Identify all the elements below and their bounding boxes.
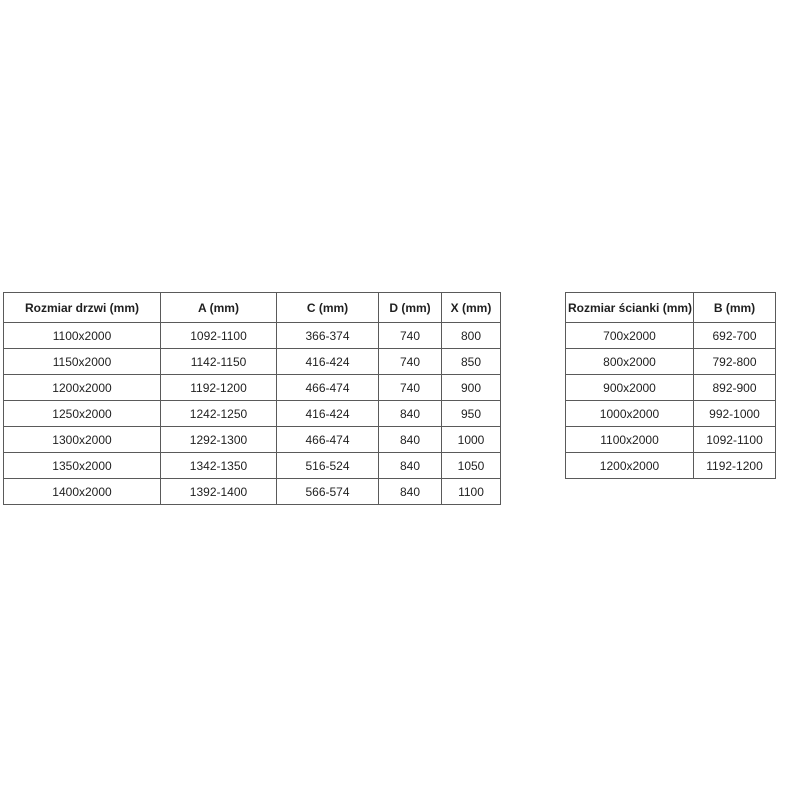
table-row — [566, 323, 776, 349]
table-cell: 800 — [442, 323, 501, 349]
table-cell: 740 — [379, 349, 442, 375]
table-row — [566, 453, 776, 479]
table-cell: 1300x2000 — [4, 427, 161, 453]
table-cell: 1200x2000 — [4, 375, 161, 401]
column-header: Rozmiar drzwi (mm) — [4, 293, 161, 323]
table-cell: 840 — [379, 453, 442, 479]
table-row — [566, 349, 776, 375]
table-cell: 1342-1350 — [161, 453, 277, 479]
table-cell: 992-1000 — [694, 401, 776, 427]
table-row — [4, 401, 501, 427]
table-cell: 1350x2000 — [4, 453, 161, 479]
table-cell: 900 — [442, 375, 501, 401]
table-cell: 1000 — [442, 427, 501, 453]
table-row — [4, 323, 501, 349]
table-cell: 700x2000 — [566, 323, 694, 349]
column-header: Rozmiar ścianki (mm) — [566, 293, 694, 323]
table-cell: 1100x2000 — [4, 323, 161, 349]
table-row — [4, 479, 501, 505]
table-cell: 950 — [442, 401, 501, 427]
table-cell: 1242-1250 — [161, 401, 277, 427]
table-cell: 740 — [379, 375, 442, 401]
table-cell: 1050 — [442, 453, 501, 479]
table-cell: 466-474 — [277, 375, 379, 401]
table-row — [4, 349, 501, 375]
header-row — [4, 293, 501, 323]
table-cell: 1200x2000 — [566, 453, 694, 479]
table-cell: 1150x2000 — [4, 349, 161, 375]
table-cell: 416-424 — [277, 349, 379, 375]
table-cell: 692-700 — [694, 323, 776, 349]
column-header: D (mm) — [379, 293, 442, 323]
table-cell: 850 — [442, 349, 501, 375]
table-row — [4, 453, 501, 479]
door-sizes-table — [3, 292, 501, 505]
table-cell: 1142-1150 — [161, 349, 277, 375]
table-cell: 840 — [379, 401, 442, 427]
table-cell: 900x2000 — [566, 375, 694, 401]
column-header: B (mm) — [694, 293, 776, 323]
table-cell: 416-424 — [277, 401, 379, 427]
column-header: X (mm) — [442, 293, 501, 323]
table-cell: 1100 — [442, 479, 501, 505]
table-row — [566, 401, 776, 427]
table-cell: 1100x2000 — [566, 427, 694, 453]
table-cell: 1000x2000 — [566, 401, 694, 427]
table-cell: 466-474 — [277, 427, 379, 453]
table-cell: 566-574 — [277, 479, 379, 505]
table-cell: 892-900 — [694, 375, 776, 401]
table-cell: 840 — [379, 427, 442, 453]
table-row — [4, 427, 501, 453]
table-cell: 516-524 — [277, 453, 379, 479]
table-cell: 792-800 — [694, 349, 776, 375]
table-cell: 1292-1300 — [161, 427, 277, 453]
table-cell: 1192-1200 — [694, 453, 776, 479]
table-cell: 1400x2000 — [4, 479, 161, 505]
table-row — [4, 375, 501, 401]
table-cell: 1192-1200 — [161, 375, 277, 401]
table-row — [566, 375, 776, 401]
table-cell: 1092-1100 — [694, 427, 776, 453]
wall-sizes-table — [565, 292, 776, 479]
column-header: C (mm) — [277, 293, 379, 323]
table-cell: 1392-1400 — [161, 479, 277, 505]
header-row — [566, 293, 776, 323]
table-cell: 740 — [379, 323, 442, 349]
table-cell: 366-374 — [277, 323, 379, 349]
table-cell: 800x2000 — [566, 349, 694, 375]
table-cell: 1092-1100 — [161, 323, 277, 349]
table-cell: 840 — [379, 479, 442, 505]
table-row — [566, 427, 776, 453]
column-header: A (mm) — [161, 293, 277, 323]
table-cell: 1250x2000 — [4, 401, 161, 427]
